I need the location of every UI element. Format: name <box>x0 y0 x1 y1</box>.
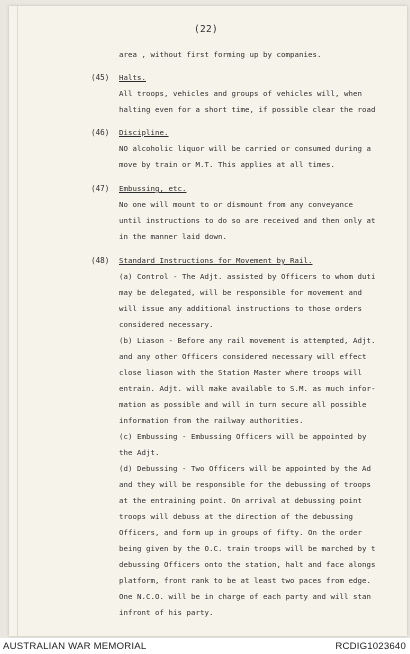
text-line: entrain. Adjt. will make available to S.M. as much infor- <box>119 384 376 393</box>
text-line: and any other Officers considered necessary will effect <box>119 352 367 361</box>
section-heading: Standard Instructions for Movement by Rail. <box>119 256 313 265</box>
text-line: being given by the O.C. train troops will be marched by t <box>119 544 376 553</box>
archive-footer <box>0 638 410 654</box>
page-number: (22) <box>194 24 219 35</box>
text-line: close liason with the Station Master where troops will <box>119 368 362 377</box>
text-line: area , without first forming up by companies. <box>119 50 322 59</box>
text-line: infront of his party. <box>119 608 214 617</box>
text-line: move by train or M.T. This applies at all times. <box>119 160 335 169</box>
section-number: (47) <box>91 184 110 193</box>
document-page <box>9 6 407 636</box>
text-line: One N.C.O. will be in charge of each party and will stan <box>119 592 371 601</box>
section-heading: Halts. <box>119 73 146 82</box>
section-heading: Embussing, etc. <box>119 184 187 193</box>
text-line: information from the railway authorities. <box>119 416 304 425</box>
section-number: (45) <box>91 73 110 82</box>
text-line: (c) Embussing - Embussing Officers will be appointed by <box>119 432 367 441</box>
archive-record-id: RCDIG1023640 <box>335 641 406 652</box>
text-line: at the entraining point. On arrival at debussing point <box>119 496 362 505</box>
text-line: troops will debuss at the direction of the debussing <box>119 512 353 521</box>
text-line: considered necessary. <box>119 320 214 329</box>
text-line: may be delegated, will be responsible for movement and <box>119 288 362 297</box>
text-line: (d) Debussing - Two Officers will be appointed by the Ad <box>119 464 371 473</box>
archive-name: AUSTRALIAN WAR MEMORIAL <box>3 641 147 652</box>
text-line: halting even for a short time, if possible clear the road <box>119 105 376 114</box>
text-line: mation as possible and will in turn secure all possible <box>119 400 367 409</box>
text-line: in the manner laid down. <box>119 232 227 241</box>
text-line: (b) Liason - Before any rail movement is attempted, Adjt. <box>119 336 376 345</box>
text-line: until instructions to do so are received and then only at <box>119 216 376 225</box>
text-line: and they will be responsible for the debussing of troops <box>119 480 371 489</box>
text-line: (a) Control - The Adjt. assisted by Officers to whom duti <box>119 272 376 281</box>
text-line: will issue any additional instructions to those orders <box>119 304 362 313</box>
text-line: the Adjt. <box>119 448 160 457</box>
text-line: NO alcoholic liquor will be carried or consumed during a <box>119 144 371 153</box>
section-number: (48) <box>91 256 110 265</box>
text-line: No one will mount to or dismount from any conveyance <box>119 200 353 209</box>
text-line: platform, front rank to be at least two paces from edge. <box>119 576 371 585</box>
text-line: debussing Officers onto the station, halt and face alongs <box>119 560 376 569</box>
text-line: Officers, and form up in groups of fifty. On the order <box>119 528 362 537</box>
text-line: All troops, vehicles and groups of vehicles will, when <box>119 89 362 98</box>
section-heading: Discipline. <box>119 128 169 137</box>
section-number: (46) <box>91 128 110 137</box>
